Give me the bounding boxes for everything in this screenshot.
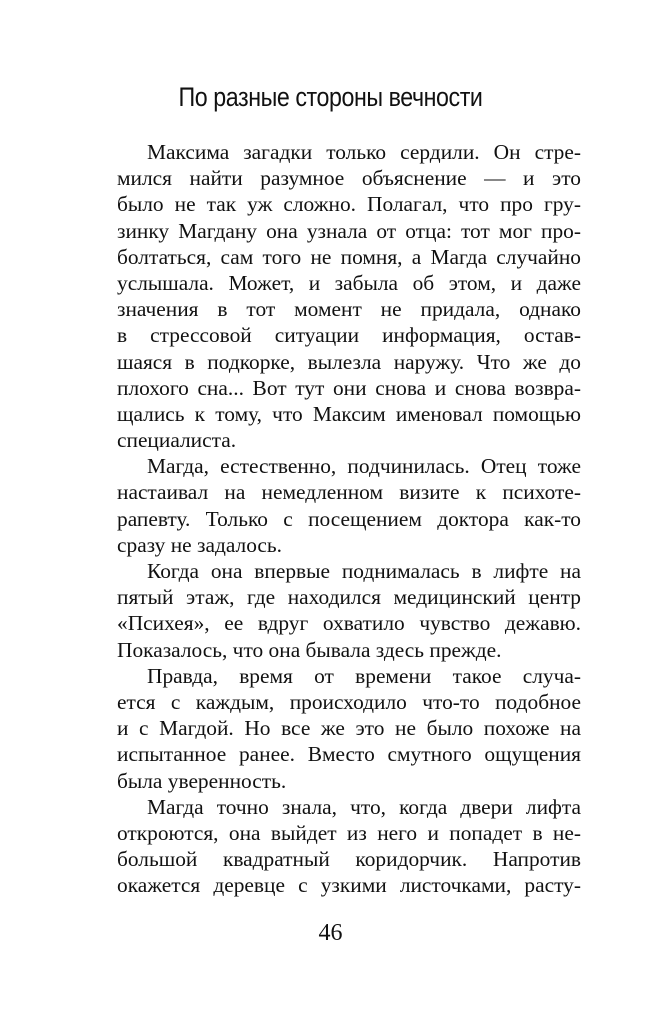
text-line: в стрессовой ситуации информация, остав- [117,323,581,348]
text-line: пятый этаж, где находился медицинский центр [117,585,581,610]
text-line: была уверенность. [117,768,287,793]
text-line: щались к тому, что Максим именовал помощью [117,401,581,426]
text-line: зинку Магдану она узнала от отца: тот мог про- [117,218,581,243]
paragraph [117,453,581,558]
paragraph [117,794,581,899]
text-line: специалиста. [117,428,237,453]
text-line: Показалось, что она бывала здесь прежде. [117,637,502,662]
page-number: 46 [318,920,343,946]
text-line: испытанное ранее. Вместо смутного ощущения [117,742,581,767]
body-text [117,139,581,898]
text-line: и с Магдой. Но все же это не было похоже на [117,716,581,741]
text-line: окажется деревце с узкими листочками, расту- [117,873,581,898]
text-line: болтаться, сам того не помня, а Магда случайно [117,244,581,269]
text-line: Магда точно знала, что, когда двери лифта [147,794,581,819]
paragraph [117,558,581,663]
text-line: откроются, она выйдет из него и попадет в не- [117,820,581,845]
text-line: Максима загадки только сердили. Он стре- [147,140,581,164]
text-line: значения в тот момент не придала, однако [117,297,581,322]
text-line: услышала. Может, и забыла об этом, и даже [117,270,581,295]
text-line: Когда она впервые поднималась в лифте на [147,559,581,583]
text-line: «Психея», ее вдруг охватило чувство дежавю. [117,611,581,636]
paragraph [117,139,581,453]
text-line: ется с каждым, происходило что-то подобное [117,689,581,714]
text-line: плохого сна... Вот тут они снова и снова возвра- [117,375,581,400]
text-line: сразу не задалось. [117,532,283,557]
text-line: мился найти разумное объяснение — и это [117,166,581,191]
text-line: было не так уж сложно. Полагал, что про гру- [117,192,581,217]
text-line: большой квадратный коридорчик. Напротив [117,847,581,872]
running-head-title: По разные стороны вечности [178,82,483,112]
text-line: шаяся в подкорке, вылезла наружу. Что же до [117,349,581,374]
text-line: Правда, время от времени такое случа- [147,663,581,688]
text-line: Магда, естественно, подчинилась. Отец тоже [147,454,581,479]
text-line: рапевту. Только с посещением доктора как-то [117,506,581,531]
paragraph [117,663,581,794]
text-line: настаивал на немедленном визите к психоте- [117,480,581,505]
